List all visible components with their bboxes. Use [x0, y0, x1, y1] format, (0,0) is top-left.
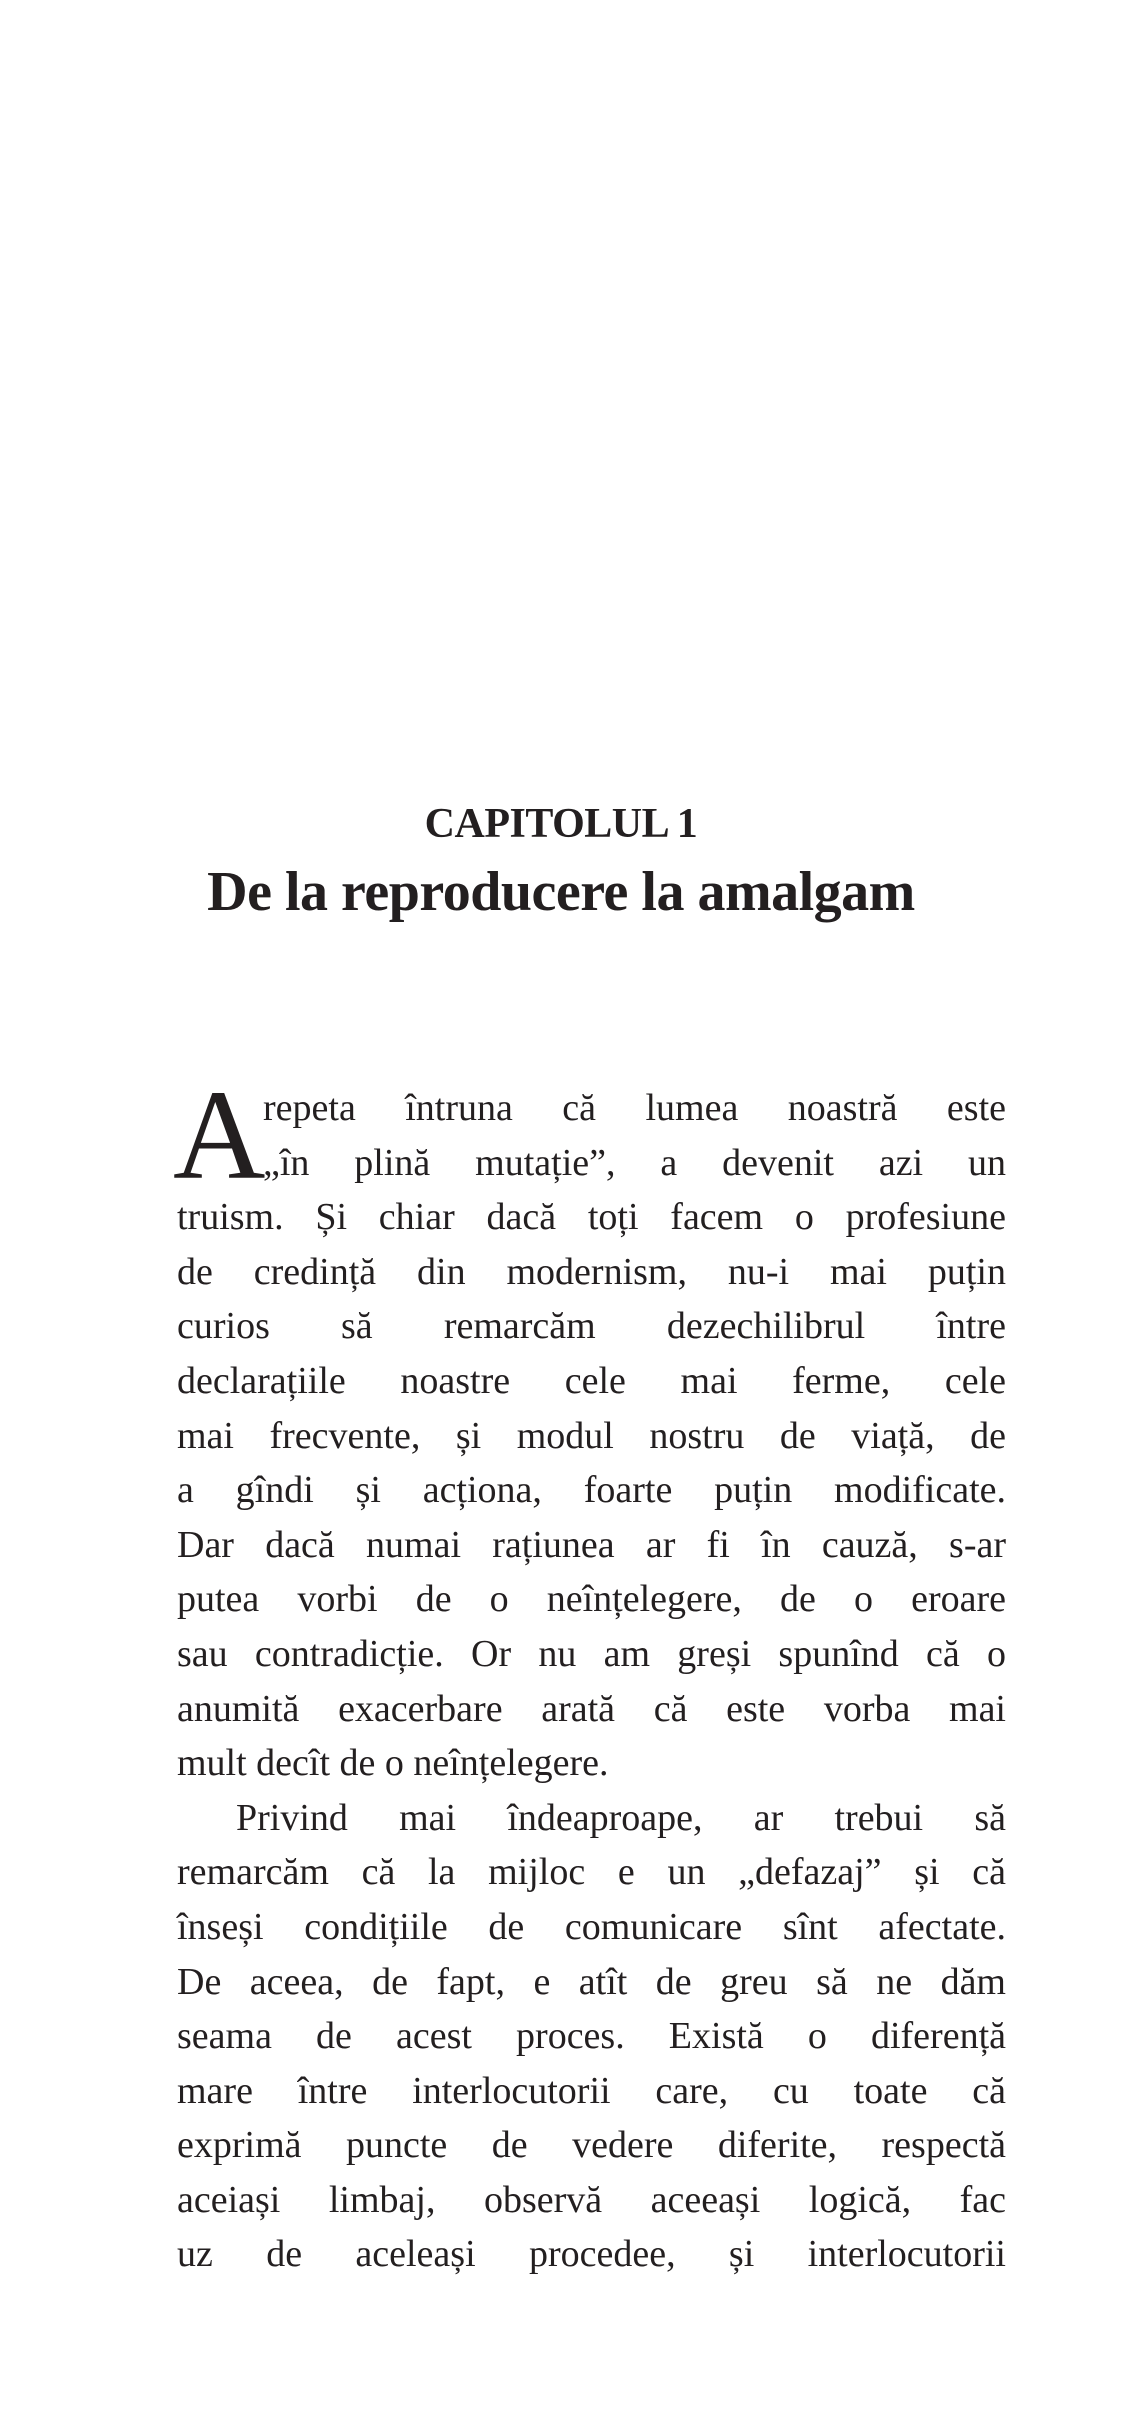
text-line: Privind mai îndeaproape, ar trebui să	[236, 1796, 1006, 1839]
paragraph-1	[173, 1064, 1006, 1791]
text-line: remarcăm că la mijloc e un „defazaj” și că	[177, 1851, 1006, 1894]
text-line: Dar dacă numai rațiunea ar fi în cauză, s-ar	[177, 1523, 1006, 1566]
paragraph-2	[177, 1791, 1006, 2282]
text-line: mai frecvente, și modul nostru de viață, de	[177, 1414, 1006, 1457]
text-line: mare între interlocutorii care, cu toate că	[177, 2069, 1006, 2112]
text-line: exprimă puncte de vedere diferite, respectă	[177, 2124, 1006, 2167]
text-line: seama de acest proces. Există o diferență	[177, 2015, 1006, 2058]
text-line: anumită exacerbare arată că este vorba mai	[177, 1687, 1006, 1730]
text-line: repeta întruna că lumea noastră este	[263, 1087, 1006, 1129]
text-line: a gîndi și acționa, foarte puțin modificate.	[177, 1469, 1006, 1512]
text-line: curios să remarcăm dezechilibrul între	[177, 1305, 1006, 1348]
text-line: declarațiile noastre cele mai ferme, cele	[177, 1359, 1006, 1402]
text-line: putea vorbi de o neînțelegere, de o eroare	[177, 1578, 1006, 1621]
drop-cap: A	[173, 1064, 266, 1206]
text-line: uz de aceleași procedee, și interlocutorii	[177, 2233, 1006, 2276]
text-line: înseși condițiile de comunicare sînt afectate.	[177, 1905, 1006, 1948]
chapter-label: CAPITOLUL 1	[424, 801, 698, 847]
text-line: de credință din modernism, nu-i mai puțin	[177, 1250, 1006, 1293]
chapter-title: De la reproducere la amalgam	[207, 861, 915, 923]
text-line: De aceea, de fapt, e atît de greu să ne dăm	[177, 1960, 1006, 2003]
text-line: mult decît de o neînțelegere.	[177, 1742, 609, 1785]
text-line: truism. Și chiar dacă toți facem o profesiune	[177, 1196, 1006, 1239]
body-text	[173, 1064, 1006, 2282]
text-line: „în plină mutație”, a devenit azi un	[263, 1141, 1006, 1184]
text-line: aceiași limbaj, observă aceeași logică, fac	[177, 2178, 1006, 2221]
text-line: sau contradicție. Or nu am greși spunînd că o	[177, 1632, 1006, 1675]
